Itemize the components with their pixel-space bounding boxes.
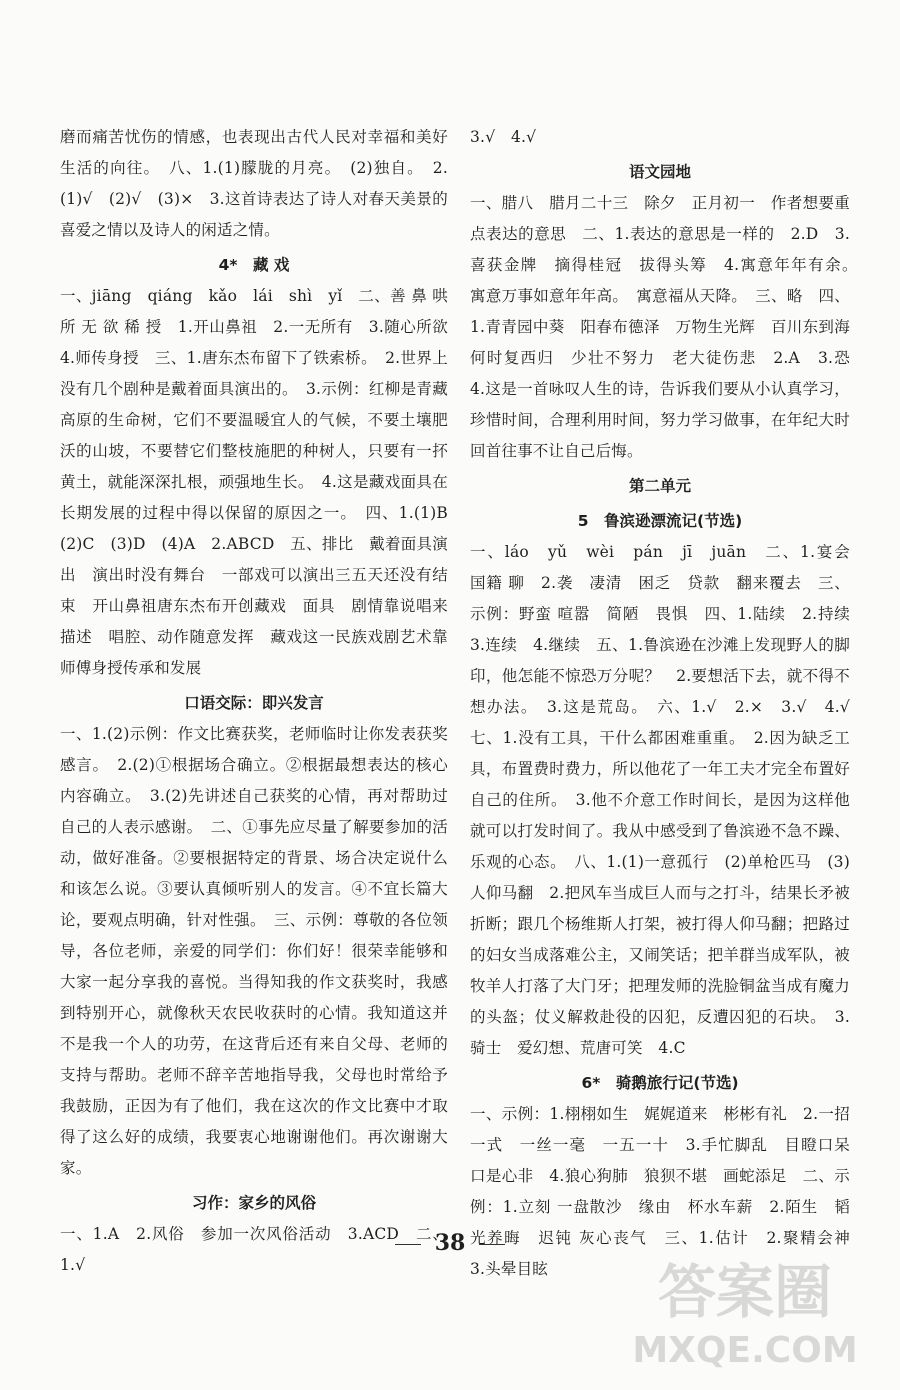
section-heading: 第二单元 (628, 477, 691, 495)
watermark-line1: 答案圈 (657, 1258, 833, 1326)
page-number-text: 38 (434, 1230, 466, 1256)
section-heading: 口语交际：即兴发言 (184, 694, 324, 712)
answer-paragraph: 3.√ 4.√ (470, 128, 537, 146)
answer-paragraph: 一、1.(2)示例：作文比赛获奖，老师临时让你发表获奖感言。 2.(2)①根据场合确立。②根据最想表达的核心内容确立。 3.(2)先讲述自己获奖的心情，再对帮助过自己的人表示感谢。 二、①事先应尽量了解要参加的活动，做好准备。②要根据特定的背景、场合决定说什么和该怎么说。③要认真倾听别人的发言。④不宜长篇大论，要观点明确，针对性强。 三、示例：尊敬的各位领导，各位老师，亲爱的同学们：你们好！很荣幸能够和大家一起分享我的喜悦。当得知我的作文获奖时，我感到特别开心，就像秋天农民收获时的心情。我知道这并不是我一个人的功劳，在这背后还有来自父母、老师的支持与帮助。老师不辞辛苦地指导我，父母也时常给予我鼓励，正因为有了他们，我在这次的作文比赛中才取得了这么好的成绩，我要衷心地谢谢他们。再次谢谢大家。 (60, 725, 448, 1177)
watermark-logo (610, 1240, 880, 1380)
watermark-line2: MXQE.COM (632, 1330, 858, 1371)
section-heading: 习作：家乡的风俗 (191, 1194, 316, 1212)
answer-paragraph: 一、腊八 腊月二十三 除夕 正月初一 作者想要重点表达的意思 二、1.表达的意思是一样的 2.D 3.喜获金牌 摘得桂冠 拔得头筹 4.寓意年年有余。 寓意万事如意年年高。 寓意福从天降。 三、略 四、1.青青园中葵 阳春布德泽 万物生光辉 百川东到海 何时复西归 少壮不努力 老大徒伤悲 2.A 3.恐 4.这是一首咏叹人生的诗，告诉我们要从小认真学习，珍惜时间，合理利用时间，努力学习做事，在年纪大时回首往事不让自己后悔。 (470, 194, 866, 460)
answer-paragraph: 一、láo yǔ wèi pán jī juān 二、1.宴会 国籍 聊 2.袭 凄清 困乏 贷款 翻来覆去 三、示例：野蛮 喧嚣 简陋 畏惧 四、1.陆续 2.持续 3.连续 4.继续 五、1.鲁滨逊在沙滩上发现野人的脚印，他怎能不惊恐万分呢？ 2.要想活下去，就不得不想办法。 3.这是荒岛。 六、1.√ 2.× 3.√ 4.√ 七、1.没有工具，干什么都困难重重。 2.因为缺乏工具，布置费时费力，所以他花了一年工夫才完全布置好自己的住所。 3.他不介意工作时间长，是因为这样他就可以打发时间了。我从中感受到了鲁滨逊不急不躁、乐观的心态。 八、1.(1)一意孤行 (2)单枪匹马 (3)人仰马翻 2.把风车当成巨人而与之打斗，结果长矛被折断；跟几个杨维斯人打架，被打得人仰马翻；把路过的妇女当成落难公主，又闹笑话；把羊群当成军队，被牧羊人打落了大门牙；把理发师的洗脸铜盆当成有魔力的头盔；仗义解救赴役的囚犯，反遭囚犯的石块。 3.骑士 爱幻想、荒唐可笑 4.C (470, 543, 866, 1057)
section-heading: 4* 藏 戏 (218, 256, 290, 274)
right-column (470, 122, 866, 1285)
answer-paragraph: 一、jiāng qiáng kǎo lái shì yǐ 二、善 鼻 哄 所 无 欲 稀 授 1.开山鼻祖 2.一无所有 3.随心所欲 4.师传身授 三、1.唐东杰布留下了铁索桥。 2.世界上没有几个剧种是戴着面具演出的。 3.示例：红柳是青藏高原的生命树，它们不要温暖宜人的气候，不要土壤肥沃的山坡，不要替它们整枝施肥的种树人，只要有一抔黄土，就能深深扎根，顽强地生长。 4.这是藏戏面具在长期发展的过程中得以保留的原因之一。 四、1.(1)B (2)C (3)D (4)A 2.ABCD 五、排比 戴着面具演出 演出时没有舞台 一部戏可以演出三五天还没有结束 开山鼻祖唐东杰布开创藏戏 面具 剧情靠说唱来描述 唱腔、动作随意发挥 藏戏这一民族戏剧艺术靠师傅身授传承和发展 (60, 287, 464, 677)
answer-paragraph: 一、1.A 2.风俗 参加一次风俗活动 3.ACD 二、1.√ (60, 1225, 448, 1274)
section-heading: 5 鲁滨逊漂流记(节选) (577, 512, 743, 530)
section-heading: 6* 骑鹅旅行记(节选) (581, 1074, 739, 1092)
page-number-dash-left (395, 1244, 421, 1245)
section-heading: 语文园地 (628, 163, 691, 181)
page-number-dash-right (479, 1244, 505, 1245)
answer-paragraph: 一、示例：1.栩栩如生 娓娓道来 彬彬有礼 2.一招一式 一丝一毫 一五一十 3.手忙脚乱 目瞪口呆 口是心非 4.狼心狗肺 狼狈不堪 画蛇添足 二、示例：1.立刻 一盘散沙 缘由 杯水车薪 2.陌生 韬光养晦 迟钝 灰心丧气 三、1.估计 2.聚精会神 3.头晕目眩 (470, 1105, 866, 1278)
answer-paragraph: 磨而痛苦忧伤的情感，也表现出古代人民对幸福和美好生活的向往。 八、1.(1)朦胧的月亮。 (2)独自。 2.(1)√ (2)√ (3)× 3.这首诗表达了诗人对春天美景的喜爱之情以及诗人的闲适之情。 (60, 128, 448, 239)
